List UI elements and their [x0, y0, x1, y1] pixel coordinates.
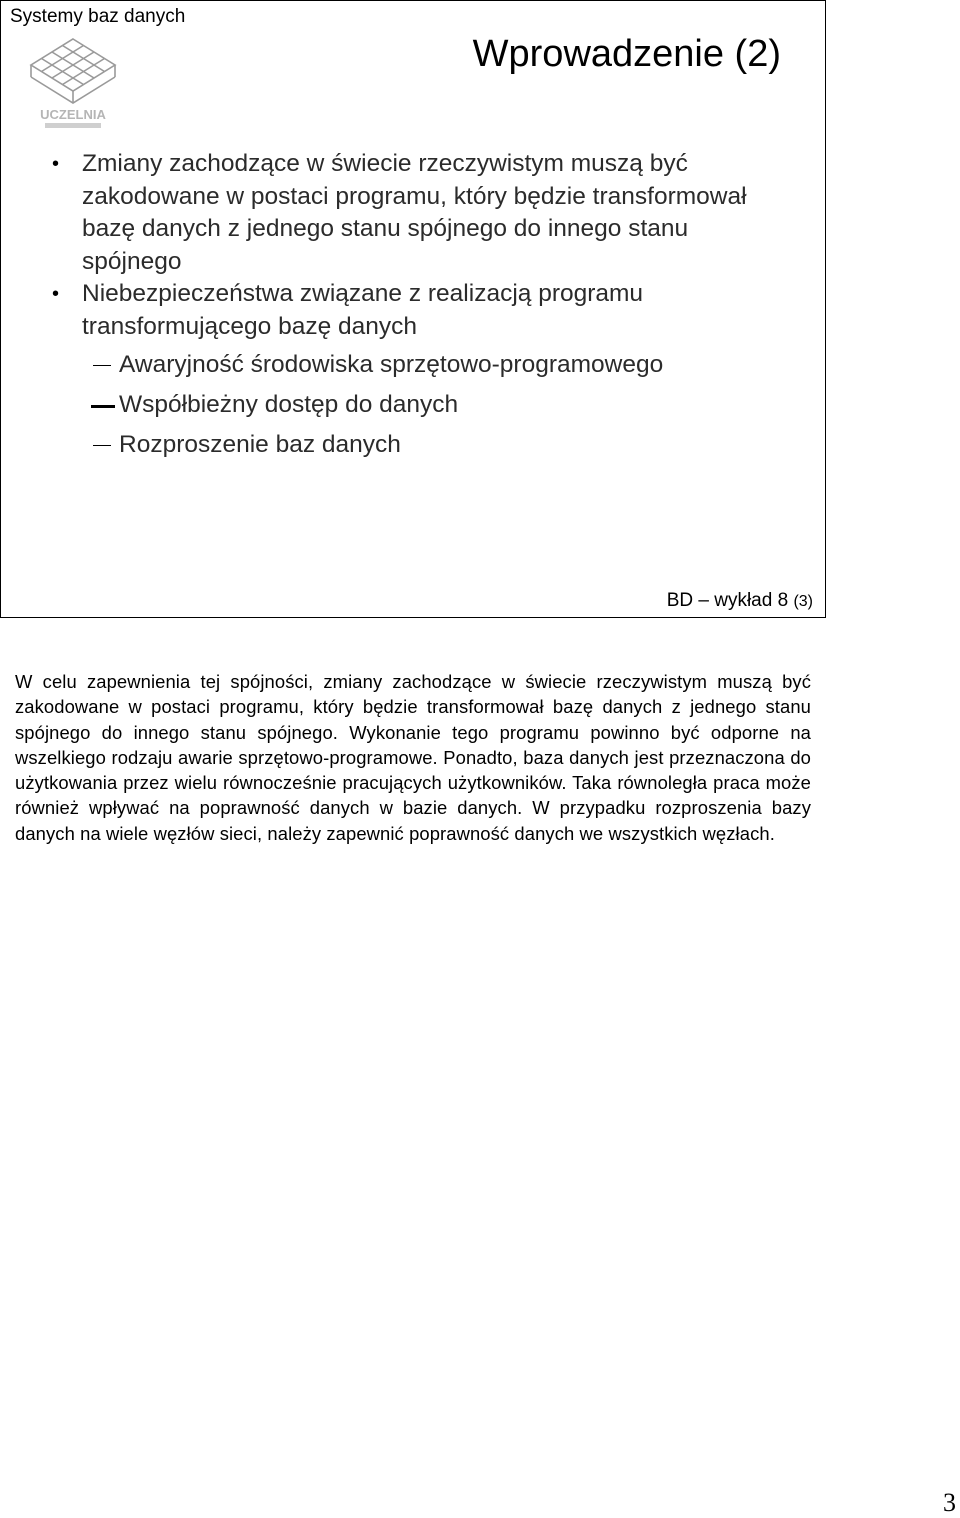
slide-title: Wprowadzenie (2)	[472, 33, 781, 75]
university-logo-icon	[23, 31, 123, 131]
bullet-icon: •	[52, 283, 60, 305]
bullet-text: Zmiany zachodzące w świecie rzeczywistym muszą być zakodowane w postaci programu, który będzie transformował bazę danych z jednego stanu spójnego do innego stanu spójnego	[82, 150, 747, 275]
notes-paragraph: W celu zapewnienia tej spójności, zmiany zachodzące w świecie rzeczywistym muszą być zakodowane w postaci programu, który będzie transformował bazę danych z jednego stanu spójnego do innego stanu spójnego. Wykonanie tego programu powinno być odporne na wszelkiego rodzaju awarie sprzętowo-programowe. Ponadto, baza danych jest przeznaczona do użytkowania przez wielu równocześnie pracujących użytkowników. Taka równoległa praca może również wpływać na poprawność danych w bazie danych. W przypadku rozproszenia bazy danych na wiele węzłów sieci, należy zapewnić poprawność danych we wszystkich węzłach.	[15, 671, 811, 844]
sub-item-text: Awaryjność środowiska sprzętowo-programowego	[119, 351, 664, 378]
bullet-item	[51, 278, 791, 343]
sub-item-text: Rozproszenie baz danych	[119, 431, 401, 458]
bullet-text: Niebezpieczeństwa związane z realizacją programu transformującego bazę danych	[82, 280, 644, 340]
slide-footer	[667, 590, 813, 612]
bullet-icon: •	[52, 153, 60, 175]
dash-icon	[93, 445, 111, 446]
sub-item-text: Współbieżny dostęp do danych	[119, 391, 459, 418]
svg-text:UCZELNIA: UCZELNIA	[40, 107, 106, 122]
course-name: Systemy baz danych	[10, 6, 186, 27]
slide-frame	[0, 0, 826, 618]
sub-item	[51, 345, 791, 385]
dash-icon	[91, 405, 115, 408]
slide-content	[51, 148, 791, 465]
footer-number: (3)	[793, 593, 813, 610]
page-number: 3	[943, 1488, 956, 1517]
bullet-item	[51, 148, 791, 278]
sub-item	[51, 385, 791, 425]
footer-label: BD – wykład 8	[666, 590, 789, 611]
sub-item	[51, 425, 791, 465]
dash-icon	[93, 365, 111, 366]
